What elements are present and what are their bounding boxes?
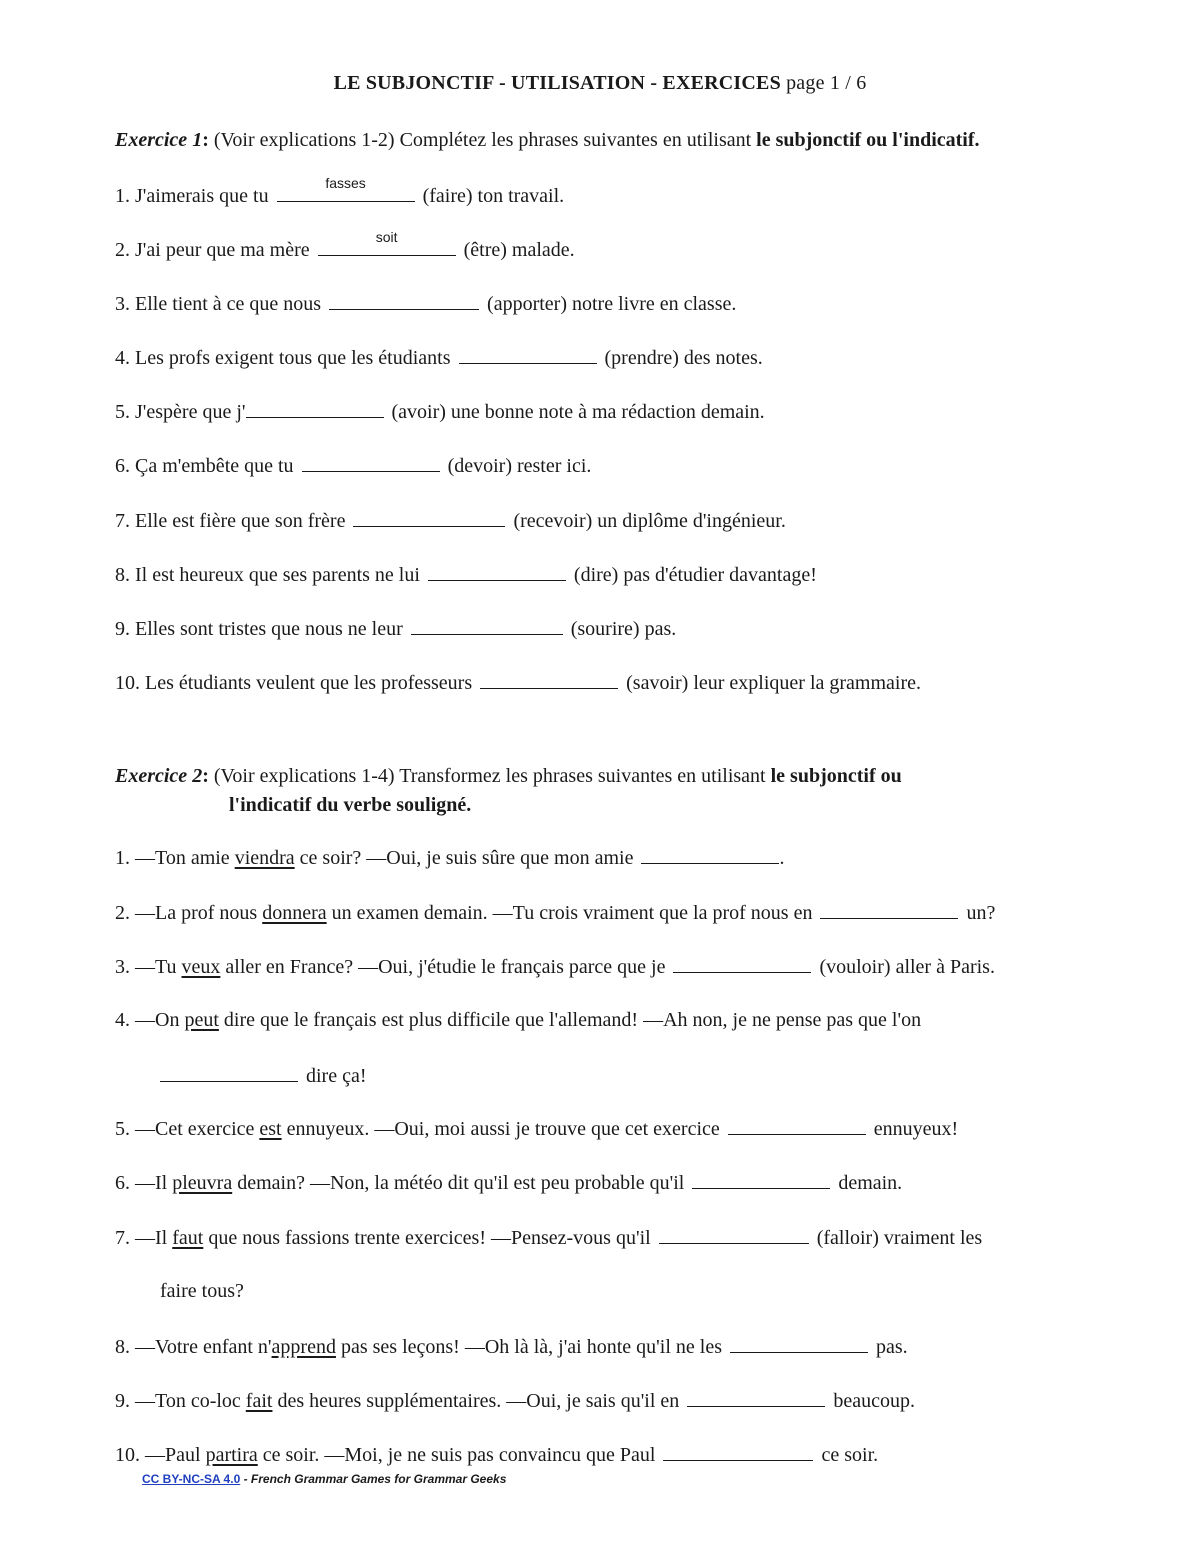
exercise-1-heading xyxy=(115,128,980,152)
exercise-2-item xyxy=(115,1334,908,1359)
exercise-2-heading-cont xyxy=(229,793,471,817)
item-ending: . xyxy=(779,847,785,869)
item-response: dire que le français est plus difficile que l'allemand! —Ah non, je ne pense pas que l'on xyxy=(218,1009,922,1031)
item-ending: demain. xyxy=(838,1172,903,1194)
exercise-1-label: Exercice 1 xyxy=(115,129,203,151)
item-prompt: 10. —Paul xyxy=(115,1444,206,1466)
item-prompt: 2. J'ai peur que ma mère xyxy=(115,239,310,261)
exercise-2-item-cont xyxy=(160,1063,367,1088)
answer-blank[interactable] xyxy=(428,562,566,581)
item-ending: pas. xyxy=(875,1336,908,1358)
exercise-1-item xyxy=(115,399,765,424)
answer-blank[interactable] xyxy=(692,1170,830,1189)
underlined-verb: apprend xyxy=(271,1336,336,1358)
answer-blank[interactable] xyxy=(728,1116,866,1135)
filled-answer: soit xyxy=(375,229,398,245)
exercise-2-item xyxy=(115,954,995,979)
item-prompt: 3. —Tu xyxy=(115,956,182,978)
item-ending: (vouloir) aller à Paris. xyxy=(819,956,995,978)
exercise-2-label: Exercice 2 xyxy=(115,765,203,787)
item-response: ennuyeux. —Oui, moi aussi je trouve que cet exercice xyxy=(281,1118,720,1140)
item-response: des heures supplémentaires. —Oui, je sais qu'il en xyxy=(272,1390,680,1412)
item-response: ce soir? —Oui, je suis sûre que mon amie xyxy=(294,847,634,869)
answer-blank[interactable] xyxy=(353,508,505,527)
underlined-verb: est xyxy=(259,1118,282,1140)
exercise-1-item xyxy=(115,345,763,370)
exercise-1-instruction: (Voir explications 1-2) Complétez les phrases suivantes en utilisant xyxy=(213,129,752,151)
exercise-2-item xyxy=(115,900,995,925)
exercise-2-item-cont xyxy=(160,1279,244,1303)
answer-blank[interactable] xyxy=(302,453,440,472)
item-prompt: 5. J'espère que j' xyxy=(115,401,246,423)
answer-blank[interactable] xyxy=(730,1334,868,1353)
exercise-2-item xyxy=(115,1008,921,1032)
footer xyxy=(142,1472,506,1486)
item-prompt: 4. Les profs exigent tous que les étudiants xyxy=(115,347,451,369)
page-number: page 1 / 6 xyxy=(786,72,867,94)
exercise-2-instruction-bold: le subjonctif ou xyxy=(770,765,902,787)
answer-blank[interactable] xyxy=(480,670,618,689)
exercise-1-item xyxy=(115,175,565,208)
exercise-1-colon: : xyxy=(202,129,209,151)
underlined-verb: viendra xyxy=(234,847,295,869)
item-prompt: 6. —Il xyxy=(115,1172,173,1194)
exercise-2-item xyxy=(115,1388,915,1413)
underlined-verb: donnera xyxy=(262,902,327,924)
page-title xyxy=(0,72,1200,95)
footer-credit: - French Grammar Games for Grammar Geeks xyxy=(240,1472,507,1486)
item-prompt: 9. —Ton co-loc xyxy=(115,1390,246,1412)
item-prompt: 5. —Cet exercice xyxy=(115,1118,260,1140)
item-ending: beaucoup. xyxy=(833,1390,915,1412)
answer-blank[interactable] xyxy=(318,229,456,256)
exercise-2-colon: : xyxy=(202,765,209,787)
item-ending: dire ça! xyxy=(306,1065,367,1087)
item-verb-hint: (savoir) leur expliquer la grammaire. xyxy=(626,672,922,694)
item-prompt: 2. —La prof nous xyxy=(115,902,263,924)
exercise-2-item xyxy=(115,1170,902,1195)
item-verb-hint: (recevoir) un diplôme d'ingénieur. xyxy=(513,510,786,532)
item-prompt: 10. Les étudiants veulent que les professeurs xyxy=(115,672,473,694)
answer-blank[interactable] xyxy=(663,1442,813,1461)
item-verb-hint: (dire) pas d'étudier davantage! xyxy=(573,564,817,586)
license-link[interactable]: CC BY-NC-SA 4.0 xyxy=(142,1472,241,1486)
item-ending: ce soir. xyxy=(821,1444,879,1466)
answer-blank[interactable] xyxy=(160,1063,298,1082)
underlined-verb: fait xyxy=(245,1390,273,1412)
item-response: aller en France? —Oui, j'étudie le français parce que je xyxy=(220,956,666,978)
item-prompt: 8. —Votre enfant n' xyxy=(115,1336,272,1358)
item-prompt: 8. Il est heureux que ses parents ne lui xyxy=(115,564,420,586)
underlined-verb: veux xyxy=(181,956,221,978)
filled-answer: fasses xyxy=(325,175,366,191)
answer-blank[interactable] xyxy=(329,291,479,310)
exercise-2-instruction: (Voir explications 1-4) Transformez les phrases suivantes en utilisant xyxy=(213,765,766,787)
item-ending: un? xyxy=(966,902,996,924)
answer-blank[interactable] xyxy=(820,900,958,919)
item-prompt: 1. —Ton amie xyxy=(115,847,235,869)
exercise-1-item xyxy=(115,453,591,478)
exercise-2-item xyxy=(115,845,784,870)
item-prompt: 7. Elle est fière que son frère xyxy=(115,510,346,532)
item-verb-hint: (faire) ton travail. xyxy=(422,185,565,207)
exercise-2-instruction-bold-cont: l'indicatif du verbe souligné. xyxy=(229,794,472,816)
answer-blank[interactable] xyxy=(641,845,779,864)
item-prompt: 3. Elle tient à ce que nous xyxy=(115,293,322,315)
exercise-1-instruction-bold: le subjonctif ou l'indicatif. xyxy=(756,129,980,151)
exercise-1-item xyxy=(115,508,786,533)
answer-blank[interactable] xyxy=(411,616,563,635)
exercise-1-item xyxy=(115,616,676,641)
exercise-1-item xyxy=(115,291,736,316)
answer-blank[interactable] xyxy=(459,345,597,364)
exercise-2-item xyxy=(115,1225,982,1250)
underlined-verb: faut xyxy=(172,1227,204,1249)
item-verb-hint: (sourire) pas. xyxy=(570,618,677,640)
exercise-2-item xyxy=(115,1116,958,1141)
item-response: pas ses leçons! —Oh là là, j'ai honte qu'il ne les xyxy=(335,1336,722,1358)
item-response: un examen demain. —Tu crois vraiment que la prof nous en xyxy=(326,902,813,924)
exercise-1-item xyxy=(115,670,921,695)
underlined-verb: peut xyxy=(184,1009,219,1031)
item-verb-hint: (être) malade. xyxy=(463,239,575,261)
underlined-verb: pleuvra xyxy=(172,1172,233,1194)
item-verb-hint: (devoir) rester ici. xyxy=(447,455,592,477)
exercise-1-item xyxy=(115,229,575,262)
exercise-2-heading xyxy=(115,764,902,788)
answer-blank[interactable] xyxy=(246,399,384,418)
item-response: ce soir. —Moi, je ne suis pas convaincu que Paul xyxy=(257,1444,656,1466)
title-text: LE SUBJONCTIF - UTILISATION - EXERCICES xyxy=(333,72,781,94)
item-prompt: 7. —Il xyxy=(115,1227,173,1249)
exercise-2-item xyxy=(115,1442,878,1467)
item-response: demain? —Non, la météo dit qu'il est peu probable qu'il xyxy=(232,1172,685,1194)
underlined-verb: partira xyxy=(205,1444,258,1466)
item-prompt: 9. Elles sont tristes que nous ne leur xyxy=(115,618,403,640)
answer-blank[interactable] xyxy=(659,1225,809,1244)
item-ending: (falloir) vraiment les xyxy=(816,1227,983,1249)
answer-blank[interactable] xyxy=(673,954,811,973)
item-verb-hint: (apporter) notre livre en classe. xyxy=(487,293,737,315)
item-prompt: 4. —On xyxy=(115,1009,185,1031)
item-response: que nous fassions trente exercices! —Pensez-vous qu'il xyxy=(203,1227,651,1249)
item-verb-hint: (prendre) des notes. xyxy=(604,347,763,369)
exercise-1-item xyxy=(115,562,817,587)
item-prompt: 1. J'aimerais que tu xyxy=(115,185,269,207)
item-ending: ennuyeux! xyxy=(873,1118,959,1140)
item-verb-hint: (avoir) une bonne note à ma rédaction demain. xyxy=(391,401,765,423)
answer-blank[interactable] xyxy=(687,1388,825,1407)
item-prompt: 6. Ça m'embête que tu xyxy=(115,455,294,477)
answer-blank[interactable] xyxy=(277,175,415,202)
item-ending: faire tous? xyxy=(160,1280,244,1302)
